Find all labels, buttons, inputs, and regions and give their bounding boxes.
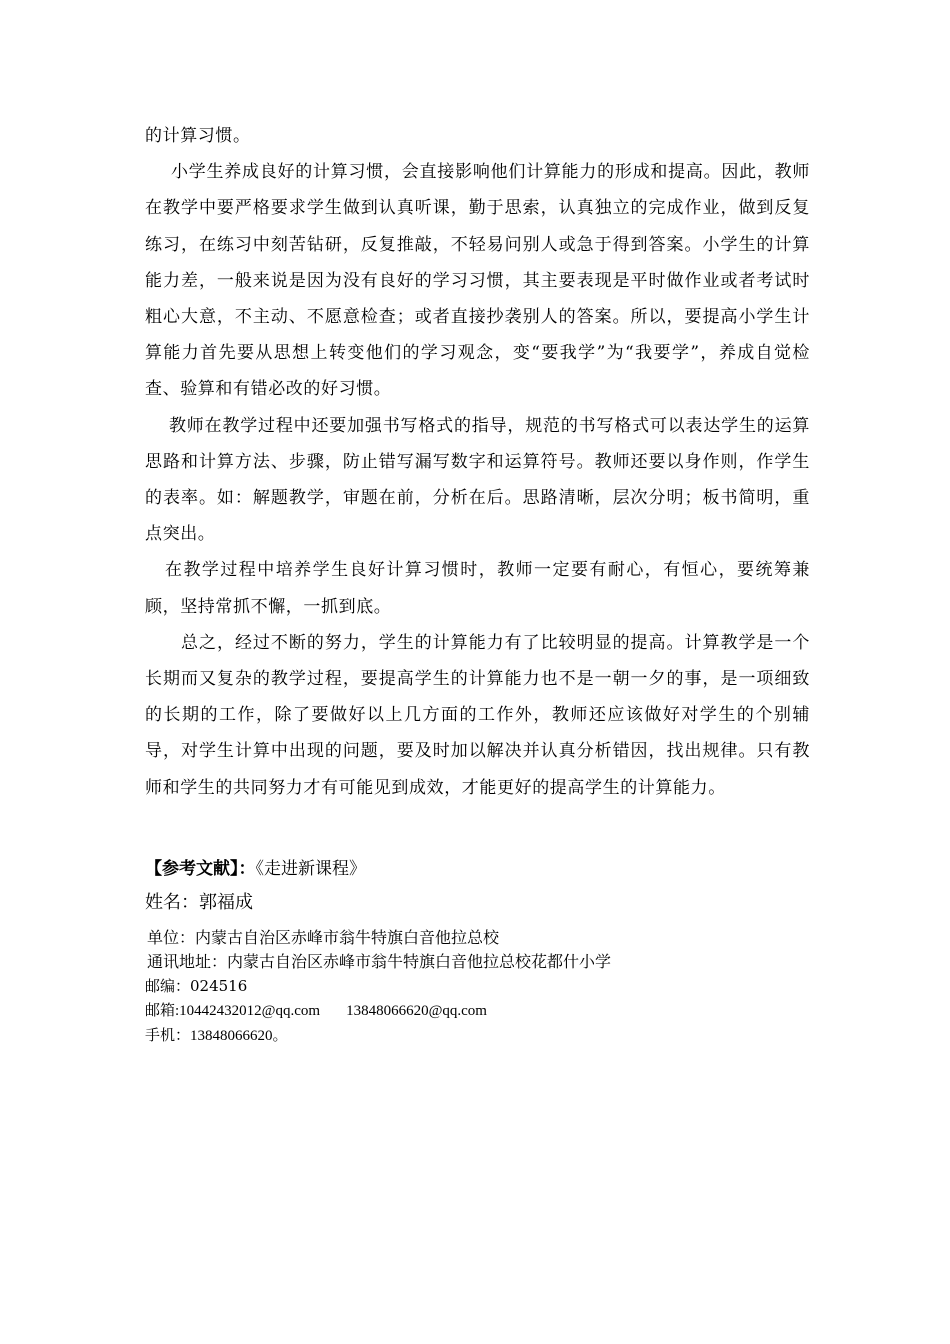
author-unit: 单位：内蒙古自治区赤峰市翁牛特旗白音他拉总校 (147, 928, 500, 947)
references-separator: ： (238, 859, 256, 879)
email-primary: 邮箱:10442432012@qq.com (145, 1003, 321, 1019)
article-body (145, 118, 810, 806)
references-label: 【参考文献】 (145, 859, 239, 879)
paragraph-writing-format: 教师在教学过程中还要加强书写格式的指导，规范的书写格式可以表达学生的运算思路和计算方法、步骤，防止错写漏写数字和运算符号。教师还要以身作则，作学生的表率。如：解题教学，审题在前，分析在后。思路清晰，层次分明；板书简明，重点突出。 (145, 415, 810, 545)
author-name: 姓名：郭福成 (145, 892, 253, 913)
paragraph-conclusion: 总之，经过不断的努力，学生的计算能力有了比较明显的提高。计算教学是一个长期而又复杂的教学过程，要提高学生的计算能力也不是一朝一夕的事，是一项细致的长期的工作，除了要做好以上几方面的工作外，教师还应该做好对学生的个别辅导，对学生计算中出现的问题，要及时加以解决并认真分析错因，找出规律。只有教师和学生的共同努力才有可能见到成效，才能更好的提高学生的计算能力。 (145, 632, 810, 798)
paragraph-continuation: 的计算习惯。 (145, 126, 251, 146)
author-address: 通讯地址：内蒙古自治区赤峰市翁牛特旗白音他拉总校花都什小学 (147, 952, 612, 971)
email-secondary: 13848066620@qq.com (346, 1003, 487, 1019)
author-phone: 手机：13848066620。 (145, 1028, 288, 1044)
references-line (145, 852, 810, 886)
references-title: 《走进新课程》 (255, 859, 366, 879)
paragraph-habits: 小学生养成良好的计算习惯，会直接影响他们计算能力的形成和提高。因此，教师在教学中要严格要求学生做到认真听课，勤于思索，认真独立的完成作业，做到反复练习，在练习中刻苦钻研，反复推敲，不轻易问别人或急于得到答案。小学生的计算能力差，一般来说是因为没有良好的学习习惯，其主要表现是平时做作业或者考试时粗心大意，不主动、不愿意检查；或者直接抄袭别人的答案。所以，要提高小学生计算能力首先要从思想上转变他们的学习观念，变“要我学”为“我要学”，养成自觉检查、验算和有错必改的好习惯。 (145, 162, 810, 400)
author-email (145, 999, 487, 1023)
paragraph-patience: 在教学过程中培养学生良好计算习惯时，教师一定要有耐心，有恒心，要统筹兼顾，坚持常抓不懈，一抓到底。 (145, 560, 810, 617)
author-zip: 邮编：024516 (145, 977, 248, 995)
